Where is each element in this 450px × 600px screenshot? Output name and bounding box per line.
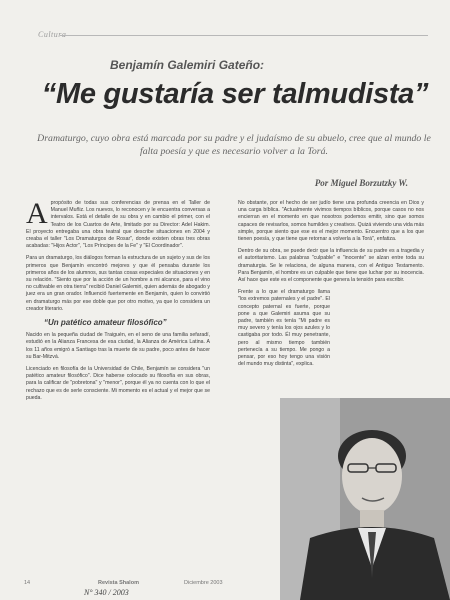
paragraph-text: propósito de todas sus conferencias de prensa en el Taller de Manuel Muñiz. Los nuevos, lo reconocen y le encuentra conversas a intervalos. Está el detalle de su obra y en cambio el primer, con el Teatro de los Cuartos de Arte, limitado por su Director: Adel Hakim. El proyecto entregaba una obra teatral que describe situaciones en 2004 y creaba el taller "Los Dramaturgos de Rosar", donde existen obras tres obras acabadas: "Hijos Actor", "Los Príncipes de la Fe" y "El Coordinador". — [26, 200, 210, 250]
portrait-photo — [280, 398, 450, 600]
paragraph: Frente a lo que el dramaturgo llama "los extremos paternales y el padre". El concepto paternal es fuerte, porque pone a que Galemiri asuma que su padre, también es tenía "Mi padre es muy severo y tenía los ojos azules y lo castigaba por todo. Él muy penetrante, pero al mismo tiempo también pertenecía a su tiempo. Me pongo a pensar, por eso hoy tengo una visión del mundo muy distinta", explica. — [238, 289, 330, 368]
article-deck: Dramaturgo, cuyo obra está marcada por su padre y el judaísmo de su abuelo, cree que al mundo le falta poesía y que es necesario volver a la Torá. — [37, 133, 431, 157]
article-kicker: Benjamín Galemiri Gateño: — [110, 58, 265, 72]
handwritten-note: N° 340 / 2003 — [84, 588, 129, 597]
portrait-illustration — [280, 398, 450, 600]
issue-date: Diciembre 2003 — [184, 580, 223, 586]
paragraph — [26, 197, 210, 250]
article-byline: Por Miguel Borzutzky W. — [314, 178, 408, 188]
section-divider — [60, 35, 428, 36]
article-headline: “Me gustaría ser talmudista” — [41, 78, 429, 110]
section-label: Cultura — [38, 30, 67, 39]
paragraph: Para un dramaturgo, los diálogos forman la estructura de un sujeto y sus de los primeros que Benjamín encontró mejores y que él pensaba durante los primeros años de los alumnos, sus tantas cosas especiales de situaciones y en su relación. "Siento que por la acción de un hombre a mi alcance, para el vino no cultivable en otra tierra" recibió Daniel Galemiri, quien además de abogado y juez era un gran orador. Influenció fuertemente en Benjamín, quien lo convirtió en dramaturgo más por ese doble que por otro motivo, ya que lo considera un creador literario. — [26, 255, 210, 312]
drop-cap: A — [26, 197, 48, 230]
magazine-name: Revista Shalom — [98, 580, 139, 586]
paragraph: Dentro de su obra, se puede decir que la influencia de su padre es a tragedia y el autoritarismo. Las palabras "culpable" e "inocente" se alzan entre toda su dramaturgia. Se le relaciona, de alguna manera, con el Antiguo Testamento. Para Benjamín, el hombre es un culpable que tiene que luchar por su inocencia. Así hace que este es el componente que genera la tensión para escribir. — [238, 248, 424, 284]
subhead: “Un patético amateur filosófico” — [44, 318, 167, 328]
paragraph: No obstante, por el hecho de ser judío tiene una profunda creencia en Dios y una carga bíblica. "Actualmente vivimos tiempos bíblicos, porque casos no nos encierran en el momento en que nosotros podemos emitir, sino que somos capaces de revisarlos, somos humildes y creativos. Quizá viviendo una vida más simple, porque siento que ese es el mejor momento. Encuentro que a los que tienen poesía, y que tiene que retornar a volverla a la Torá", enfatiza. — [238, 200, 424, 243]
paragraph: Licenciado en filosofía de la Universidad de Chile, Benjamín se considera "un patético amateur filosófico". Dice haberse colocado su filosofía en sus obras, para la calificar de "pobretona" y "menor", porque él ya no cuenta con lo que el rechazo que es de serle consciente. Mi momento es el actual y el mejor que se pueda. — [26, 366, 210, 401]
page-number: 14 — [24, 580, 31, 586]
right-column — [238, 200, 424, 373]
paragraph: Nacido en la pequeña ciudad de Traiguén, en el seno de una familia sefaradí, estudió en la Alianza Francesa de esa ciudad, la Alianza de América Latina. A los 11 años emigró a Santiago tras la muerte de su padre, poco antes de hacer su Bar-Mitzvá. — [26, 332, 210, 360]
left-column — [26, 197, 210, 407]
